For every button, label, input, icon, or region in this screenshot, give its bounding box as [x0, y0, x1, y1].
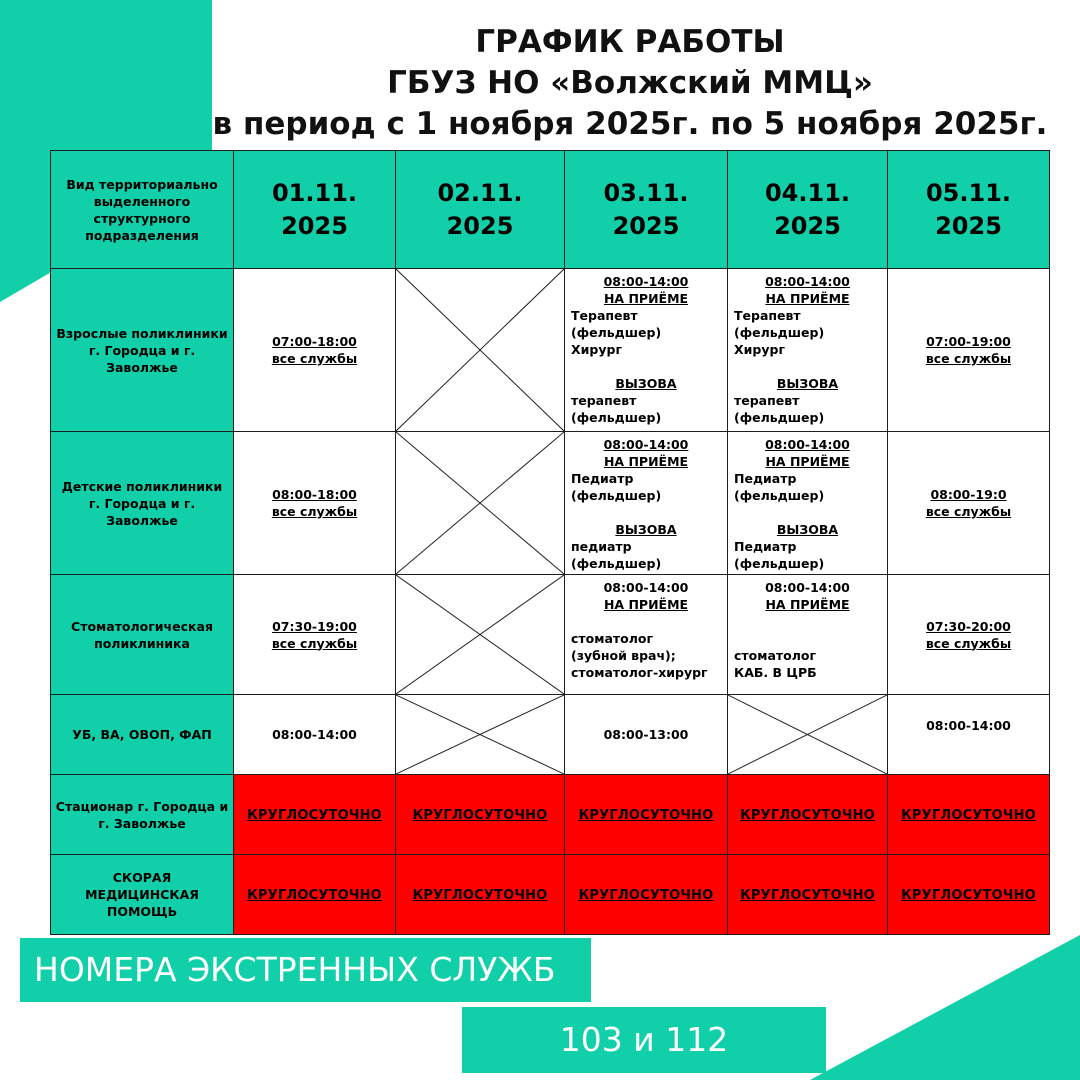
decor-bottom-right: [810, 935, 1080, 1080]
cell-adult-d1: 07:00-18:00 все службы: [234, 269, 396, 432]
row-label-adult: Взрослые поликлиники г. Городца и г. Заволжье: [51, 269, 234, 432]
cell-dental-d1: 07:30-19:00 все службы: [234, 575, 396, 695]
cell-ub-d2-closed: [396, 695, 565, 775]
cell-ub-d1: 08:00-14:00: [234, 695, 396, 775]
row-hospital: [51, 775, 1050, 855]
row-kids-clinics: [51, 432, 1050, 575]
cell-dental-d5: 07:30-20:00 все службы: [888, 575, 1050, 695]
cell-ambulance-d4: КРУГЛОСУТОЧНО: [728, 855, 888, 935]
row-ambulance: [51, 855, 1050, 935]
row-dental-clinic: [51, 575, 1050, 695]
cell-ambulance-d1: КРУГЛОСУТОЧНО: [234, 855, 396, 935]
corner-header: Вид территориально выделенного структурного подразделения: [51, 151, 234, 269]
cell-ambulance-d3: КРУГЛОСУТОЧНО: [565, 855, 728, 935]
cell-hospital-d2: КРУГЛОСУТОЧНО: [396, 775, 565, 855]
cell-kids-d1: 08:00-18:00 все службы: [234, 432, 396, 575]
row-adult-clinics: [51, 269, 1050, 432]
cross-mark: [396, 575, 564, 694]
row-label-dental: Стоматологическая поликлиника: [51, 575, 234, 695]
cross-mark: [396, 695, 564, 774]
cell-adult-d4: 08:00-14:00 НА ПРИЁМЕ Терапевт (фельдшер) Хирург ВЫЗОВА терапевт (фельдшер): [728, 269, 888, 432]
date-header-1: 01.11. 2025: [234, 151, 396, 269]
cell-adult-d2-closed: [396, 269, 565, 432]
cell-ub-d5: 08:00-14:00: [888, 695, 1050, 775]
cell-kids-d3: 08:00-14:00 НА ПРИЁМЕ Педиатр (фельдшер) ВЫЗОВА педиатр (фельдшер): [565, 432, 728, 575]
cell-kids-d5: 08:00-19:0 все службы: [888, 432, 1050, 575]
schedule-table: [50, 150, 1050, 935]
cell-dental-d4: 08:00-14:00 НА ПРИЁМЕ стоматолог КАБ. В ЦРБ: [728, 575, 888, 695]
row-label-kids: Детские поликлиники г. Городца и г. Заволжье: [51, 432, 234, 575]
date-header-4: 04.11. 2025: [728, 151, 888, 269]
cell-kids-d2-closed: [396, 432, 565, 575]
cell-adult-d5: 07:00-19:00 все службы: [888, 269, 1050, 432]
page-title: [200, 22, 1060, 145]
row-label-ambulance: СКОРАЯ МЕДИЦИНСКАЯ ПОМОЩЬ: [51, 855, 234, 935]
title-line-3: в период с 1 ноября 2025г. по 5 ноября 2025г.: [212, 106, 1048, 142]
title-line-1: ГРАФИК РАБОТЫ: [475, 24, 785, 60]
cell-hospital-d1: КРУГЛОСУТОЧНО: [234, 775, 396, 855]
cell-hospital-d5: КРУГЛОСУТОЧНО: [888, 775, 1050, 855]
date-header-2: 02.11. 2025: [396, 151, 565, 269]
cell-ambulance-d5: КРУГЛОСУТОЧНО: [888, 855, 1050, 935]
date-header-3: 03.11. 2025: [565, 151, 728, 269]
emergency-numbers-banner: 103 и 112: [462, 1007, 826, 1073]
cell-hospital-d3: КРУГЛОСУТОЧНО: [565, 775, 728, 855]
title-line-2: ГБУЗ НО «Волжский ММЦ»: [387, 65, 873, 101]
cross-mark: [396, 269, 564, 431]
cell-adult-d3: 08:00-14:00 НА ПРИЁМЕ Терапевт (фельдшер) Хирург ВЫЗОВА терапевт (фельдшер): [565, 269, 728, 432]
cell-kids-d4: 08:00-14:00 НА ПРИЁМЕ Педиатр (фельдшер) ВЫЗОВА Педиатр (фельдшер): [728, 432, 888, 575]
row-label-hospital: Стационар г. Городца и г. Заволжье: [51, 775, 234, 855]
row-label-ub: УБ, ВА, ОВОП, ФАП: [51, 695, 234, 775]
cell-dental-d3: 08:00-14:00 НА ПРИЁМЕ стоматолог (зубной врач); стоматолог-хирург: [565, 575, 728, 695]
row-ub-fap: [51, 695, 1050, 775]
cross-mark: [396, 432, 564, 574]
emergency-services-banner: НОМЕРА ЭКСТРЕННЫХ СЛУЖБ: [20, 938, 591, 1002]
cell-ub-d4-closed: [728, 695, 888, 775]
cell-ambulance-d2: КРУГЛОСУТОЧНО: [396, 855, 565, 935]
cell-hospital-d4: КРУГЛОСУТОЧНО: [728, 775, 888, 855]
cell-ub-d3: 08:00-13:00: [565, 695, 728, 775]
header-row: [51, 151, 1050, 269]
cross-mark: [728, 695, 887, 774]
date-header-5: 05.11. 2025: [888, 151, 1050, 269]
cell-dental-d2-closed: [396, 575, 565, 695]
